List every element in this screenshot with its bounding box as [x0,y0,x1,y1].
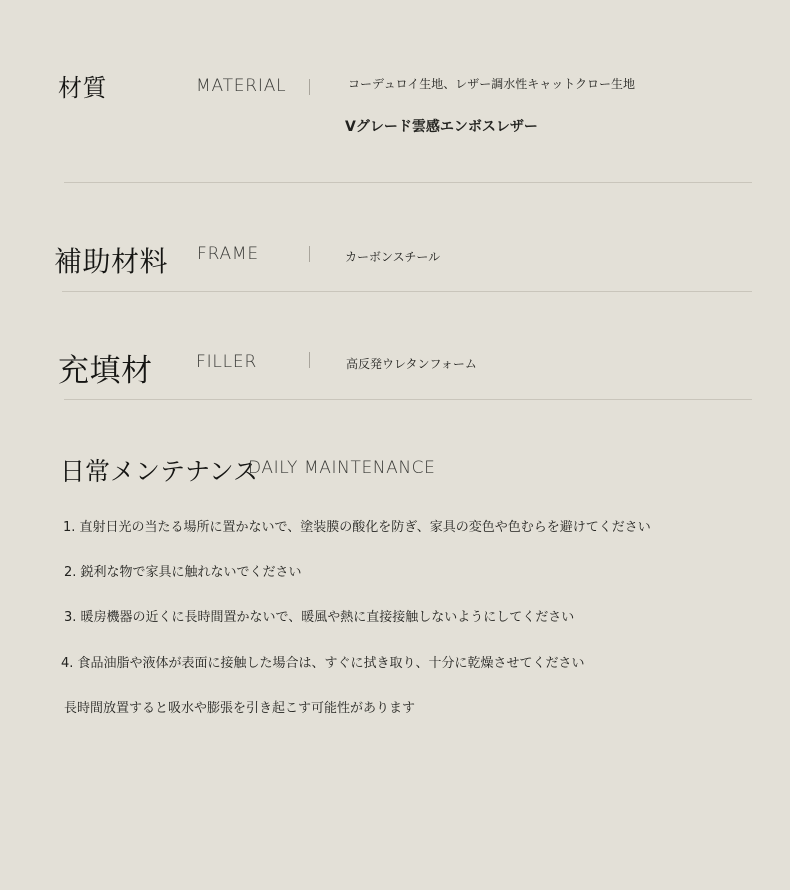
material-value-2: Vグレード雲感エンボスレザー [345,119,538,135]
filler-value: 高反発ウレタンフォーム [346,357,477,371]
care-title-ja: 日常メンテナンス [60,457,259,486]
filler-label-en: FILLER [196,352,258,372]
material-label-en: MATERIAL [196,76,287,96]
care-item-1: 1. 直射日光の当たる場所に置かないで、塗装膜の酸化を防ぎ、家具の変色や色むらを避けてください [63,520,651,535]
care-item-2: 2. 鋭利な物で家具に触れないでください [64,565,302,580]
divider-3 [64,399,752,400]
material-value-1: コーデュロイ生地、レザー調水性キャットクロー生地 [348,77,636,91]
frame-separator [309,246,310,262]
frame-label-en: FRAME [197,244,259,264]
care-title-en: DAILY MAINTENANCE [248,458,436,478]
frame-value: カーボンスチール [345,250,441,264]
frame-label-ja: 補助材料 [54,245,169,278]
divider-1 [64,182,752,183]
care-item-4: 4. 食品油脂や液体が表面に接触した場合は、すぐに拭き取り、十分に乾燥させてください [61,656,585,671]
material-label-ja: 材質 [58,74,107,102]
filler-separator [309,352,310,368]
filler-label-ja: 充填材 [58,353,153,389]
care-item-5: 長時間放置すると吸水や膨張を引き起こす可能性があります [64,701,416,716]
divider-2 [62,291,752,292]
care-item-3: 3. 暖房機器の近くに長時間置かないで、暖風や熱に直接接触しないようにしてください [64,610,575,625]
material-separator [309,79,310,95]
